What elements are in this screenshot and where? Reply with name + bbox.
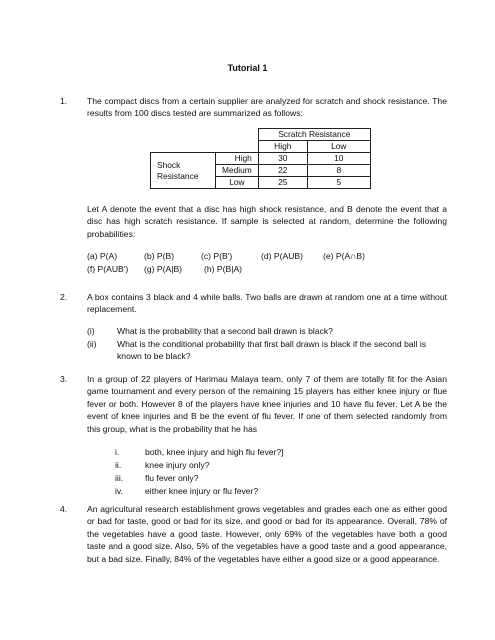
row-group-header: Shock Resistance [151,153,216,189]
question-1-parts-row-2 [87,263,242,275]
question-1-body: Let A denote the event that a disc has high shock resistance, and B denote the event that a disc has high scratch resistance. If sample is selected at random, determine the following probabilities: [87,204,447,239]
question-3-intro: In a group of 22 players of Harimau Malaya team, only 7 of them are totally fit for the Asian game tournament and every person of the remaining 15 players has either knee injury or flue fever or both. However 8 of the players have knee injuries and 10 have flu fever. Let A be the event of knee injuries and B be the event of flu fever. If one of them selected randomly from this group, what is the probability that he has [87,374,447,434]
part-f: (f) P(AUB') [87,264,129,274]
question-2-intro: A box contains 3 black and 4 while balls. Two balls are drawn at random one at a time without replacement. [87,292,447,315]
question-4-intro: An agricultural research establishment grows vegetables and grades each one as either good or bad for taste, good or bad for its size, and good or bad for its appearance. Overall, 78% of the vegetables have a good taste. However, only 69% of the vegetables have both a good taste and a good size. Also, 5% of the vegetables have a good taste and a good appearance, but a bad size. Finally, 84% of the vegetables have either a good size or a good appearance. [87,504,447,564]
question-3-number: 3. [60,374,68,384]
table-cell: 5 [307,177,370,189]
table-cell: 10 [307,153,370,165]
col-header-low: Low [307,141,370,153]
row-label-low: Low [216,177,259,189]
table-cell: 25 [258,177,307,189]
part-e: (e) P(A∩B) [323,251,365,261]
col-group-header: Scratch Resistance [258,129,370,141]
col-header-high: High [258,141,307,153]
question-1-parts-row-1 [87,250,365,262]
part-c: (c) P(B') [201,251,233,261]
scratch-shock-table [150,128,371,189]
table-cell: 8 [307,165,370,177]
question-2-number: 2. [60,292,68,302]
question-1-intro: The compact discs from a certain supplier are analyzed for scratch and shock resistance. The results from 100 discs tested are summarized as follows: [87,96,447,119]
question-4-number: 4. [60,504,68,514]
part-d: (d) P(AUB) [261,251,304,261]
part-g: (g) P(A|B) [144,264,183,274]
part-h: (h) P(B|A) [204,264,243,274]
table-cell: 22 [258,165,307,177]
question-1-number: 1. [60,96,68,106]
page-title: Tutorial 1 [227,63,268,73]
row-label-high: High [216,153,259,165]
table-cell: 30 [258,153,307,165]
part-b: (b) P(B) [144,251,175,261]
part-a: (a) P(A) [87,251,118,261]
row-label-medium: Medium [216,165,259,177]
